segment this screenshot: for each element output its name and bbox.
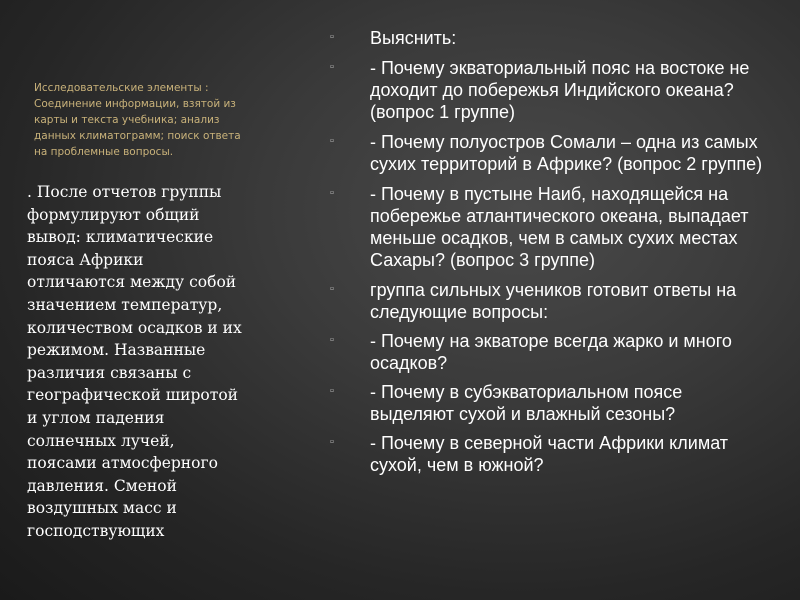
bullet-item <box>330 330 770 374</box>
bullet-text: группа сильных учеников готовит ответы на следующие вопросы: <box>370 280 737 322</box>
bullet-text: - Почему на экваторе всегда жарко и много осадков? <box>370 331 732 373</box>
square-bullet-icon: ▫ <box>330 334 334 346</box>
square-bullet-icon: ▫ <box>330 283 334 295</box>
bullet-list <box>330 27 770 483</box>
square-bullet-icon: ▫ <box>330 436 334 448</box>
bullet-item <box>330 432 770 476</box>
square-bullet-icon: ▫ <box>330 135 334 147</box>
bullet-text: Выяснить: <box>370 28 457 48</box>
bullet-item <box>330 279 770 323</box>
square-bullet-icon: ▫ <box>330 31 334 43</box>
bullet-text: - Почему в субэкваториальном поясе выделяют сухой и влажный сезоны? <box>370 382 683 424</box>
left-body-text: . После отчетов группы формулируют общий вывод: климатические пояса Африки отличаются между собой значением температур, количеством осадков и их режимом. Названные различия связаны с географической широтой и углом падения солнечных лучей, поясами атмосферного давления. Сменой воздушных масс и господствующих <box>27 183 242 540</box>
square-bullet-icon: ▫ <box>330 385 334 397</box>
bullet-item <box>330 131 770 175</box>
square-bullet-icon: ▫ <box>330 61 334 73</box>
bullet-item <box>330 27 770 49</box>
bullet-text: - Почему полуостров Сомали – одна из самых сухих территорий в Африке? (вопрос 2 группе) <box>370 132 763 174</box>
bullet-text: - Почему в северной части Африки климат сухой, чем в южной? <box>370 433 729 475</box>
slide-title-note: Исследовательские элементы : Соединение информации, взятой из карты и текста учебника; анализ данных климатограмм; поиск ответа на проблемные вопросы. <box>34 82 241 158</box>
bullet-item <box>330 183 770 271</box>
bullet-item <box>330 57 770 123</box>
bullet-text: - Почему в пустыне Наиб, находящейся на побережье атлантического океана, выпадает меньше осадков, чем в самых сухих местах Сахары? (вопрос 3 группе) <box>370 184 749 270</box>
bullet-item <box>330 381 770 425</box>
square-bullet-icon: ▫ <box>330 187 334 199</box>
bullet-text: - Почему экваториальный пояс на востоке не доходит до побережья Индийского океана? (вопрос 1 группе) <box>370 58 750 122</box>
